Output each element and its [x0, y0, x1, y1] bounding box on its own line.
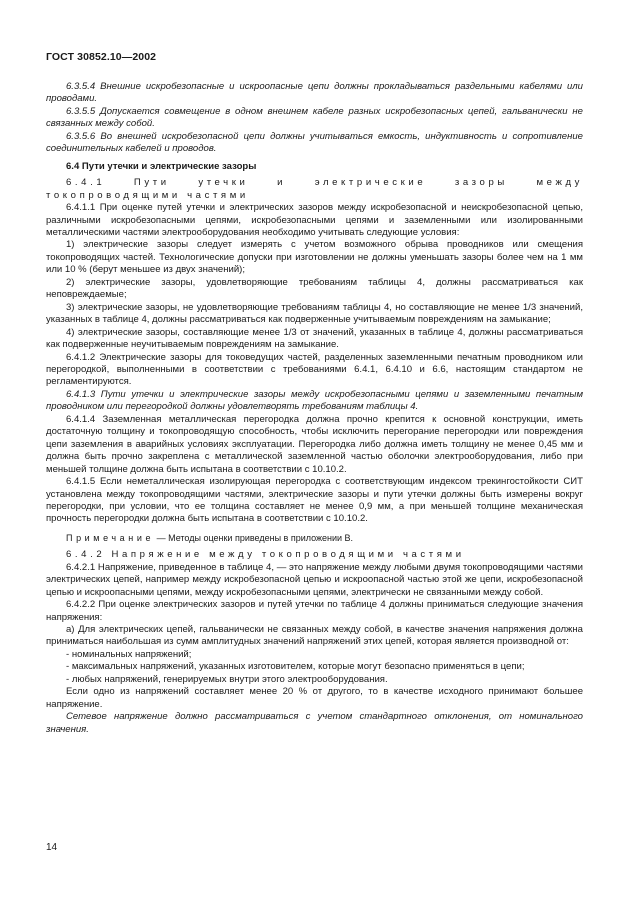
condition-2: 2) электрические зазоры, удовлетворяющие требованиям таблицы 4, должны рассматриваться как неповреждаемые;: [46, 276, 583, 301]
clause-6-4-1-1: 6.4.1.1 При оценке путей утечки и электрических зазоров между искробезопасной и неискробезопасной цепью, различными искробезопасными цепями, искробезопасными цепями и заземленными или изолированными металлическими частями электрооборудования необходимо учитывать следующие условия:: [46, 202, 583, 238]
page-number: 14: [46, 842, 58, 853]
clause-6-3-5-6: 6.3.5.6 Во внешней искробезопасной цепи должны учитываться емкость, индуктивность и сопротивление соединительных кабелей и проводов.: [46, 130, 583, 155]
list-item-nominal: - номинальных напряжений;: [66, 648, 192, 660]
clause-6-4-1-5: 6.4.1.5 Если неметаллическая изолирующая перегородка с соответствующим индексом трекингостойкости СИТ установлена между токопроводящими частями, электрические зазоры и пути утечки должны быть измерены вокруг перегородки, при условии, что ее толщина составляет не менее 0,9 мм, а при меньшей толщине механическая прочность перегородки должна быть испытана в соответствии с 10.10.2.: [46, 476, 583, 525]
clause-6-4-1-3: 6.4.1.3 Пути утечки и электрические зазоры между искробезопасными цепями и заземленными печатным проводником или перегородкой должны удовлетворять требованиям таблицы 4.: [46, 388, 583, 413]
item-a: а) Для электрических цепей, гальванически не связанных между собой, в качестве значения напряжения должна приниматься наибольшая из сумм амплитудных значений напряжений этих цепей, которая является производной от:: [46, 624, 583, 648]
document-header: ГОСТ 30852.10—2002: [46, 51, 157, 63]
condition-1: 1) электрические зазоры следует измерять с учетом возможного обрыва проводников или смещения токопроводящих частей. Технологические допуски при изготовлении не должны уменьшать зазоры более чем на 1 мм или 10 % (берут меньшее из двух значений);: [46, 239, 583, 276]
clause-6-4-2-2: 6.4.2.2 При оценке электрических зазоров и путей утечки по таблице 4 должны приниматься следующие значения напряжения:: [46, 599, 583, 623]
clause-6-4-1-2: 6.4.1.2 Электрические зазоры для токоведущих частей, разделенных заземленными печатным проводником или перегородкой, выполненными в соответствии с требованиями 6.4.1, 6.4.10 и 6.6, настоящим стандартом не регламентируются.: [46, 351, 583, 388]
document-body: [46, 81, 583, 736]
voltage-rule: Если одно из напряжений составляет менее 20 % от другого, то в качестве исходного принимают большее напряжение.: [46, 686, 583, 710]
clause-6-3-5-4: 6.3.5.4 Внешние искробезопасные и искроопасные цепи должны прокладываться раздельными кабелями или проводами.: [46, 81, 583, 105]
section-heading-6-4: 6.4 Пути утечки и электрические зазоры: [66, 160, 257, 172]
note-text: — Методы оценки приведены в приложении В.: [156, 532, 354, 543]
condition-3: 3) электрические зазоры, не удовлетворяющие требованиям таблицы 4, но составляющие не менее 1/3 значений, указанных в таблице 4, должны рассматриваться как подверженные учитываемым повреждениям на замыкание;: [46, 301, 583, 326]
clause-6-4-1-4: 6.4.1.4 Заземленная металлическая перегородка должна прочно крепится к основной конструкции, иметь достаточную толщину и токопроводящую способность, чтобы исключить перегорание перегородки или повреждения цепи заземления в аварийных условиях эксплуатации. Перегородка либо должна иметь толщину не менее 0,45 мм и должна быть прочно закреплена с металлической заземленной частью оболочки электрооборудования, либо при меньшей толщине должна быть испытана в соответствии с 10.10.2.: [46, 413, 583, 475]
mains-voltage-note: Сетевое напряжение должно рассматриваться с учетом стандартного отклонения, от номинального значения.: [46, 711, 583, 735]
subsection-heading-6-4-1: 6.4.1 Пути утечки и электрические зазоры между токопроводящими частями: [46, 177, 583, 201]
clause-6-3-5-5: 6.3.5.5 Допускается совмещение в одном внешнем кабеле разных искробезопасных цепей, гальванически не связанных между собой.: [46, 105, 583, 130]
subsection-heading-6-4-2: 6.4.2 Напряжение между токопроводящими частями: [66, 549, 465, 561]
note: [46, 532, 583, 544]
clause-6-4-2-1: 6.4.2.1 Напряжение, приведенное в таблице 4, — это напряжение между любыми двумя токопроводящими частями электрических цепей, например между искробезопасной цепью и искроопасной частью этой же цепи, искробезопасной цепью и искроопасными цепями, между искробезопасными цепями, электрически не связанными между собой.: [46, 561, 583, 598]
note-label: Примечание: [66, 532, 155, 543]
list-item-maximum: - максимальных напряжений, указанных изготовителем, которые могут безопасно применяться в цепи;: [66, 661, 525, 673]
condition-4: 4) электрические зазоры, составляющие менее 1/3 от значений, указанных в таблице 4, должны рассматриваться как подверженные неучитываемым повреждениям на замыкание.: [46, 326, 583, 351]
list-item-generated: - любых напряжений, генерируемых внутри этого электрооборудования.: [66, 673, 388, 685]
